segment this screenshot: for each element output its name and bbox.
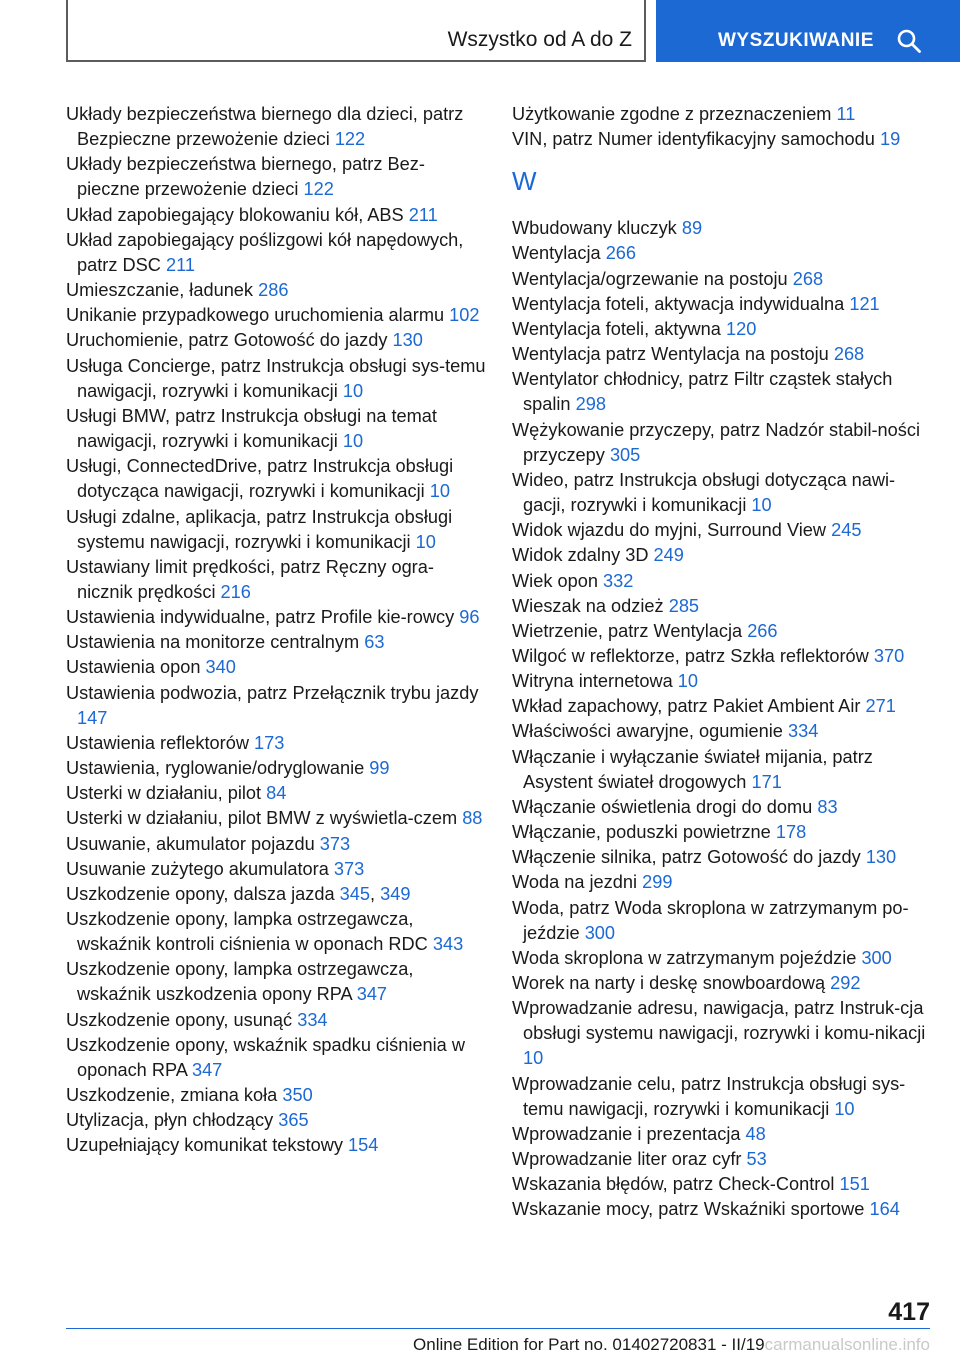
entry-text: Usługi BMW, patrz Instrukcja obsługi na temat nawigacji, rozrywki i komunikacji [66, 405, 437, 452]
index-entry [512, 896, 932, 946]
section-letter-heading: W [512, 166, 537, 197]
index-entry [66, 1083, 486, 1108]
page-link[interactable]: 373 [333, 858, 365, 879]
entry-text: Witryna internetowa [512, 671, 673, 692]
index-entry [512, 594, 932, 619]
entry-text: Wieszak na odzież [512, 595, 664, 616]
page-link[interactable]: 332 [603, 570, 634, 591]
entry-text: Wideo, patrz Instrukcja obsługi dotycząca nawi-gacji, rozrywki i komunikacji [512, 469, 896, 516]
page-link[interactable]: 11 [836, 104, 856, 124]
page-link[interactable]: 249 [653, 545, 684, 566]
entry-text: Wprowadzanie celu, patrz Instrukcja obsługi sys-temu nawigacji, rozrywki i komunikacji [512, 1073, 906, 1119]
entry-text: Ustawienia na monitorze centralnym [66, 632, 360, 653]
page-link[interactable]: 63 [364, 632, 385, 653]
entry-text: Wprowadzanie adresu, nawigacja, patrz Instruk-cja obsługi systemu nawigacji, rozrywki i komu-nikacji [512, 998, 926, 1044]
entry-text: Układ zapobiegający poślizgowi kół napędowych, patrz DSC [66, 229, 464, 275]
entry-text: Ustawienia opon [66, 657, 201, 678]
page-link[interactable]: 10 [677, 671, 699, 692]
page-link[interactable]: 120 [725, 318, 757, 339]
entry-text: Wbudowany kluczyk [512, 218, 677, 239]
index-entry [66, 630, 486, 655]
page-link[interactable]: 347 [356, 984, 388, 1005]
entry-text: Włączanie oświetlenia drogi do domu [512, 796, 813, 817]
page-link[interactable]: 334 [787, 721, 819, 742]
entry-text: Usterki w działaniu, pilot [66, 783, 262, 804]
entry-text: Wentylator chłodnicy, patrz Filtr cząstek stałych spalin [512, 369, 893, 415]
page-number: 417 [888, 1298, 930, 1326]
page-link[interactable]: 122 [303, 179, 334, 200]
index-entry [512, 216, 932, 241]
entry-text: Usterki w działaniu, pilot BMW z wyświetla-czem [66, 808, 458, 829]
entry-text: Woda na jezdni [512, 872, 638, 893]
page-link[interactable]: 48 [745, 1123, 766, 1144]
top-navigation [0, 0, 960, 66]
page-link[interactable]: 347 [191, 1059, 223, 1080]
index-entry [66, 102, 486, 152]
entry-text: Wentylacja foteli, aktywna [512, 318, 721, 339]
index-entry [66, 505, 486, 555]
page-link[interactable]: 340 [205, 657, 236, 678]
entry-text: Wentylacja foteli, aktywacja indywidualna [512, 293, 845, 314]
entry-text: Uruchomienie, patrz Gotowość do jazdy [66, 330, 388, 351]
index-entry [512, 996, 932, 1071]
index-entry [512, 127, 932, 152]
index-entry [512, 317, 932, 342]
entry-text: Uszkodzenie opony, dalsza jazda [66, 883, 335, 904]
entry-text: Uzupełniający komunikat tekstowy [66, 1135, 343, 1156]
index-entry [66, 806, 486, 831]
tab-a-to-z[interactable]: Wszystko od A do Z [66, 0, 646, 62]
page-link[interactable]: 211 [165, 254, 195, 275]
entry-text: Włączanie, poduszki powietrzne [512, 822, 771, 843]
index-column-right [512, 102, 932, 1223]
page-link[interactable]: 211 [408, 204, 438, 225]
index-entry [512, 644, 932, 669]
page-link[interactable]: 268 [833, 344, 865, 365]
entry-text: Uszkodzenie opony, wskaźnik spadku ciśnienia w oponach RPA [66, 1034, 465, 1080]
entry-text: Uszkodzenie, zmiana koła [66, 1085, 278, 1106]
page-link[interactable]: 10 [342, 431, 364, 452]
entry-text: Wprowadzanie i prezentacja [512, 1123, 741, 1144]
entry-text: Włączanie i wyłączanie świateł mijania, patrz Asystent świateł drogowych [512, 746, 873, 792]
index-entry [512, 870, 932, 895]
edition-note: Online Edition for Part no. 01402720831 - II/19 [413, 1335, 765, 1354]
entry-text: Układ zapobiegający blokowaniu kół, ABS [66, 204, 404, 225]
page-link[interactable]: 10 [415, 531, 436, 552]
entry-text: Utylizacja, płyn chłodzący [66, 1110, 274, 1131]
index-entry [512, 367, 932, 417]
index-entry [512, 102, 932, 127]
entry-text: Wiek opon [512, 570, 598, 591]
entry-text: Ustawienia, ryglowanie/odryglowanie [66, 758, 365, 779]
page-link[interactable]: 130 [392, 330, 423, 351]
page-link[interactable]: 164 [869, 1199, 900, 1220]
entry-text: Wentylacja [512, 243, 601, 264]
entry-text: Układy bezpieczeństwa biernego, patrz Bez-pieczne przewożenie dzieci [66, 154, 425, 200]
index-entry [512, 1172, 932, 1197]
search-tab-label: WYSZUKIWANIE [718, 30, 874, 51]
page-link[interactable]: 300 [584, 922, 616, 943]
page-link[interactable]: 268 [792, 268, 824, 289]
index-entry [512, 795, 932, 820]
index-entry [66, 605, 486, 630]
page-link[interactable]: 266 [605, 243, 637, 264]
index-entry [512, 745, 932, 795]
index-entry: Uszkodzenie opony, dalsza jazda 345, 349 [66, 883, 411, 904]
index-entry [66, 1008, 486, 1033]
page-link[interactable]: 121 [849, 293, 880, 314]
page-link[interactable]: 10 [429, 481, 450, 502]
index-column-left [66, 102, 486, 1159]
entry-text: Ustawienia indywidualne, patrz Profile kie-rowcy [66, 607, 455, 628]
index-entry [512, 418, 932, 468]
page-link[interactable]: 271 [865, 696, 896, 717]
page-link[interactable]: 286 [258, 280, 289, 301]
index-entry [66, 404, 486, 454]
index-entry [512, 1072, 932, 1122]
page-link[interactable]: 10 [342, 380, 364, 401]
index-entry [66, 1133, 486, 1158]
page-link[interactable]: 173 [254, 732, 285, 753]
page-link[interactable]: 298 [575, 394, 606, 415]
entry-text: Usługi zdalne, aplikacja, patrz Instrukcja obsługi systemu nawigacji, rozrywki i komunikacji [66, 506, 453, 552]
entry-text: Wilgoć w reflektorze, patrz Szkła reflektorów [512, 645, 869, 666]
index-entry [66, 1033, 486, 1083]
tab-search[interactable] [656, 0, 960, 62]
entry-text: Worek na narty i deskę snowboardową [512, 973, 826, 993]
page-link[interactable]: 305 [609, 444, 641, 465]
entry-text: Właściwości awaryjne, ogumienie [512, 721, 783, 742]
search-icon [896, 28, 922, 54]
index-entry [66, 1108, 486, 1133]
index-entry [66, 354, 486, 404]
page-link[interactable]: 130 [865, 847, 897, 868]
page-link[interactable]: 349 [380, 883, 411, 904]
index-entry [512, 1122, 932, 1147]
page-link[interactable]: 19 [879, 129, 901, 150]
index-entry [512, 1147, 932, 1172]
page-link[interactable]: 10 [751, 495, 772, 516]
entry-text: Usuwanie zużytego akumulatora [66, 858, 329, 879]
index-entry [512, 971, 932, 996]
page-link[interactable]: 53 [746, 1149, 767, 1170]
entry-text: Usługi, ConnectedDrive, patrz Instrukcja obsługi dotycząca nawigacji, rozrywki i komunikacji [66, 456, 454, 502]
page-link[interactable]: 292 [830, 973, 861, 993]
index-entry [512, 669, 932, 694]
page-link[interactable]: 151 [839, 1174, 870, 1195]
page-link[interactable]: 343 [432, 934, 464, 955]
index-entry [66, 454, 486, 504]
entry-text: Widok wjazdu do myjni, Surround View [512, 520, 827, 541]
index-entry [512, 1197, 932, 1222]
index-entry [512, 241, 932, 266]
page-link[interactable]: 266 [747, 620, 778, 641]
page-link[interactable]: 96 [459, 607, 480, 628]
index-entry [66, 228, 486, 278]
page-link[interactable]: 285 [668, 595, 700, 616]
entry-text: Wentylacja patrz Wentylacja na postoju [512, 344, 829, 365]
entry-text: Układy bezpieczeństwa biernego dla dzieci, patrz Bezpieczne przewożenie dzieci [66, 104, 464, 150]
entry-text: Ustawienia reflektorów [66, 732, 249, 753]
index-entry [512, 719, 932, 744]
entry-text: Uszkodzenie opony, lampka ostrzegawcza, wskaźnik kontroli ciśnienia w oponach RDC [66, 909, 428, 955]
index-entry [66, 203, 486, 228]
index-entry [66, 681, 486, 731]
index-entry [512, 292, 932, 317]
index-entry [512, 946, 932, 971]
index-entry [512, 820, 932, 845]
entry-text: Woda skroplona w zatrzymanym pojeździe [512, 947, 857, 968]
page-link[interactable]: 216 [220, 581, 251, 602]
page-link[interactable]: 10 [523, 1048, 544, 1069]
page-link[interactable]: 178 [775, 822, 807, 843]
footer [0, 1335, 930, 1355]
entry-text: Wskazanie mocy, patrz Wskaźniki sportowe [512, 1199, 865, 1220]
index-entry [66, 781, 486, 806]
entry-text: VIN, patrz Numer identyfikacyjny samochodu [512, 129, 875, 150]
index-entry [66, 731, 486, 756]
page-link[interactable]: 245 [831, 520, 862, 541]
page-link[interactable]: 171 [751, 771, 782, 792]
index-entry [66, 907, 486, 957]
page-link[interactable]: 102 [449, 305, 480, 326]
entry-text: Wentylacja/ogrzewanie na postoju [512, 268, 788, 289]
entry-text: Umieszczanie, ładunek [66, 280, 254, 301]
index-entry [66, 857, 486, 882]
index-entry [512, 468, 932, 518]
entry-text: Wkład zapachowy, patrz Pakiet Ambient Air [512, 696, 861, 717]
entry-text: Wskazania błędów, patrz Check-Control [512, 1174, 835, 1195]
entry-text: Ustawiany limit prędkości, patrz Ręczny ogra-nicznik prędkości [66, 556, 434, 602]
entry-text: Widok zdalny 3D [512, 545, 649, 566]
index-entry [66, 957, 486, 1007]
entry-text: Uszkodzenie opony, usunąć [66, 1009, 293, 1030]
page-link[interactable]: 83 [817, 796, 838, 817]
page-link[interactable]: 122 [334, 129, 366, 150]
page-link[interactable]: 299 [642, 872, 673, 893]
page-link[interactable]: 10 [834, 1098, 855, 1119]
entry-text: Usuwanie, akumulator pojazdu [66, 833, 315, 854]
watermark: carmanualsonline.info [764, 1335, 930, 1354]
index-entry [66, 655, 486, 680]
index-entry [66, 756, 486, 781]
index-entry [66, 152, 486, 202]
index-entry [66, 328, 486, 353]
page-link[interactable]: 370 [873, 645, 905, 666]
index-entry [66, 555, 486, 605]
page-link[interactable]: 350 [282, 1085, 313, 1106]
entry-text: Wietrzenie, patrz Wentylacja [512, 620, 743, 641]
entry-text: Włączenie silnika, patrz Gotowość do jazdy [512, 847, 861, 868]
index-entry [66, 832, 486, 857]
page-link[interactable]: 345 [339, 883, 371, 904]
page-link[interactable]: 365 [278, 1110, 309, 1131]
index-entry [512, 543, 932, 568]
page-link[interactable]: 373 [319, 833, 351, 854]
entry-text: Użytkowanie zgodne z przeznaczeniem [512, 104, 832, 124]
index-entry [66, 278, 486, 303]
index-entry [512, 342, 932, 367]
index-entry [66, 303, 486, 328]
index-entry [512, 619, 932, 644]
index-entry [512, 569, 932, 594]
footer-divider [66, 1328, 930, 1329]
entry-text: Wężykowanie przyczepy, patrz Nadzór stabil-ności przyczepy [512, 419, 921, 465]
page-link[interactable]: 99 [369, 758, 390, 779]
entry-text: Uszkodzenie opony, lampka ostrzegawcza, wskaźnik uszkodzenia opony RPA [66, 959, 414, 1005]
index-entry [512, 267, 932, 292]
entry-text: Woda, patrz Woda skroplona w zatrzymanym po-jeździe [512, 897, 909, 943]
page-link[interactable]: 154 [348, 1135, 379, 1156]
page-link[interactable]: 334 [297, 1009, 328, 1030]
page-link[interactable]: 147 [77, 707, 108, 728]
page-link[interactable]: 84 [266, 783, 287, 804]
index-entry [512, 845, 932, 870]
entry-text: Wprowadzanie liter oraz cyfr [512, 1149, 742, 1170]
page-link[interactable]: 89 [681, 218, 703, 239]
entry-text: Usługa Concierge, patrz Instrukcja obsługi sys-temu nawigacji, rozrywki i komunikacji [66, 355, 486, 401]
index-entry [512, 518, 932, 543]
page-link[interactable]: 300 [861, 947, 892, 968]
entry-text: Unikanie przypadkowego uruchomienia alarmu [66, 305, 445, 326]
page-link[interactable]: 88 [462, 808, 483, 829]
index-entry [512, 694, 932, 719]
entry-text: Ustawienia podwozia, patrz Przełącznik trybu jazdy [66, 682, 479, 703]
